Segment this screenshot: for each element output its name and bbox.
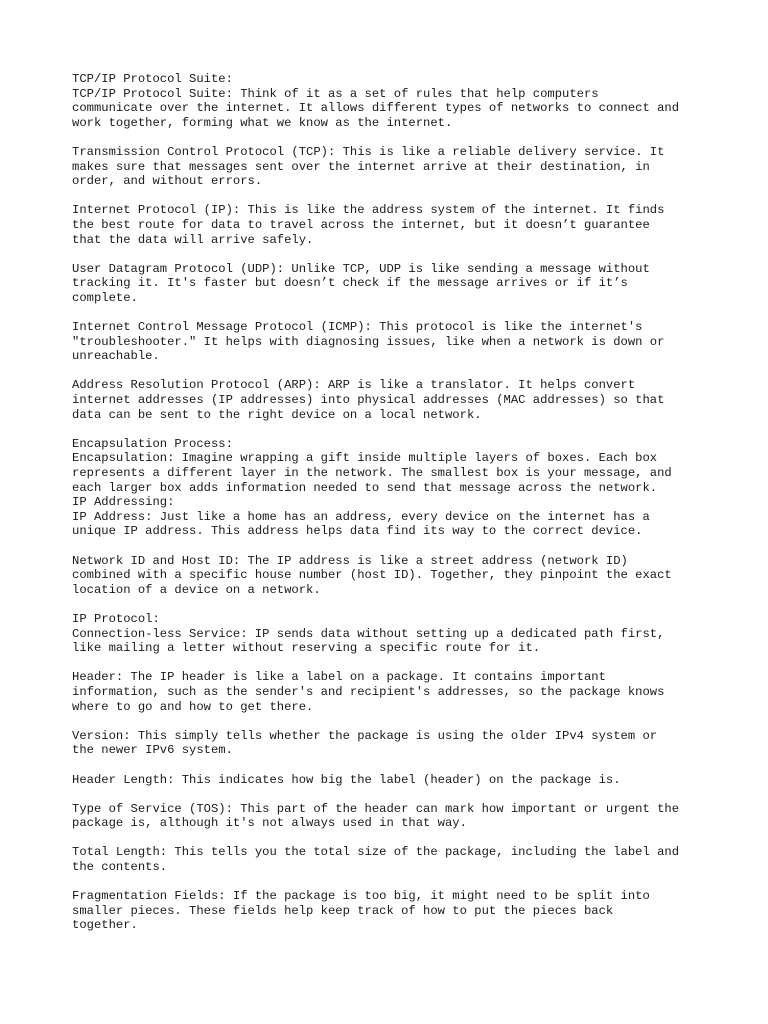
paragraph-tcp (72, 145, 712, 189)
heading-ip-protocol: IP Protocol: (72, 611, 160, 626)
text-line: Transmission Control Protocol (TCP): This is like a reliable delivery service. It (72, 144, 665, 159)
text-line: smaller pieces. These fields help keep track of how to put the pieces back (72, 903, 614, 918)
text-line: represents a different layer in the network. The smallest box is your message, and (72, 466, 672, 481)
paragraph-arp (72, 378, 712, 422)
text-line: makes sure that messages sent over the internet arrive at their destination, in (72, 159, 650, 174)
paragraph-tcpip-suite (72, 72, 712, 130)
text-line: IP Address: Just like a home has an address, every device on the internet has a (72, 509, 650, 524)
text-line: unique IP address. This address helps data find its way to the correct device. (72, 524, 643, 539)
text-line: combined with a specific house number (host ID). Together, they pinpoint the exact (72, 568, 672, 583)
text-line: Internet Protocol (IP): This is like the address system of the internet. It finds (72, 203, 665, 218)
document-page (72, 72, 712, 933)
paragraph-ip (72, 203, 712, 247)
text-line: complete. (72, 290, 138, 305)
text-line: together. (72, 918, 138, 933)
text-line: package is, although it's not always used in that way. (72, 816, 467, 831)
heading-encapsulation-process: Encapsulation Process: (72, 436, 233, 451)
text-line: order, and without errors. (72, 174, 263, 189)
paragraph-version (72, 729, 712, 758)
text-line: Address Resolution Protocol (ARP): ARP is like a translator. It helps convert (72, 378, 636, 393)
text-line: "troubleshooter." It helps with diagnosing issues, like when a network is down or (72, 334, 665, 349)
text-line: Total Length: This tells you the total size of the package, including the label and (72, 845, 680, 860)
text-line: like mailing a letter without reserving a specific route for it. (72, 641, 541, 656)
text-line: Internet Control Message Protocol (ICMP): This protocol is like the internet's (72, 320, 643, 335)
paragraph-network-host-id (72, 554, 712, 598)
text-line: each larger box adds information needed to send that message across the network. (72, 480, 658, 495)
paragraph-total-length (72, 845, 712, 874)
text-line: User Datagram Protocol (UDP): Unlike TCP, UDP is like sending a message without (72, 261, 650, 276)
text-line: Type of Service (TOS): This part of the header can mark how important or urgent the (72, 801, 680, 816)
text-line: Connection-less Service: IP sends data without setting up a dedicated path first, (72, 626, 665, 641)
text-line: location of a device on a network. (72, 582, 321, 597)
text-line: Header Length: This indicates how big the label (header) on the package is. (72, 772, 621, 787)
text-line: that the data will arrive safely. (72, 232, 314, 247)
heading-ip-addressing: IP Addressing: (72, 495, 175, 510)
text-line: Header: The IP header is like a label on a package. It contains important (72, 670, 606, 685)
paragraph-udp (72, 262, 712, 306)
paragraph-encapsulation-addressing (72, 437, 712, 539)
text-line: the contents. (72, 860, 168, 875)
text-line: Version: This simply tells whether the package is using the older IPv4 system or (72, 728, 658, 743)
paragraph-fragmentation-fields (72, 889, 712, 933)
text-line: Fragmentation Fields: If the package is too big, it might need to be split into (72, 889, 650, 904)
paragraph-header-length (72, 773, 712, 788)
text-line: TCP/IP Protocol Suite: Think of it as a set of rules that help computers (72, 86, 599, 101)
text-line: the newer IPv6 system. (72, 743, 233, 758)
text-line: Network ID and Host ID: The IP address is like a street address (network ID) (72, 553, 628, 568)
paragraph-icmp (72, 320, 712, 364)
paragraph-header (72, 670, 712, 714)
paragraph-type-of-service (72, 802, 712, 831)
text-line: information, such as the sender's and recipient's addresses, so the package knows (72, 684, 665, 699)
text-line: data can be sent to the right device on a local network. (72, 407, 482, 422)
text-line: unreachable. (72, 349, 160, 364)
heading-tcpip-suite: TCP/IP Protocol Suite: (72, 72, 233, 86)
text-line: where to go and how to get there. (72, 699, 314, 714)
text-line: work together, forming what we know as the internet. (72, 115, 453, 130)
text-line: communicate over the internet. It allows different types of networks to connect and (72, 101, 680, 116)
text-line: the best route for data to travel across the internet, but it doesn’t guarantee (72, 217, 650, 232)
paragraph-ip-protocol (72, 612, 712, 656)
text-line: Encapsulation: Imagine wrapping a gift inside multiple layers of boxes. Each box (72, 451, 658, 466)
text-line: tracking it. It's faster but doesn’t check if the message arrives or if it’s (72, 276, 628, 291)
text-line: internet addresses (IP addresses) into physical addresses (MAC addresses) so that (72, 393, 665, 408)
